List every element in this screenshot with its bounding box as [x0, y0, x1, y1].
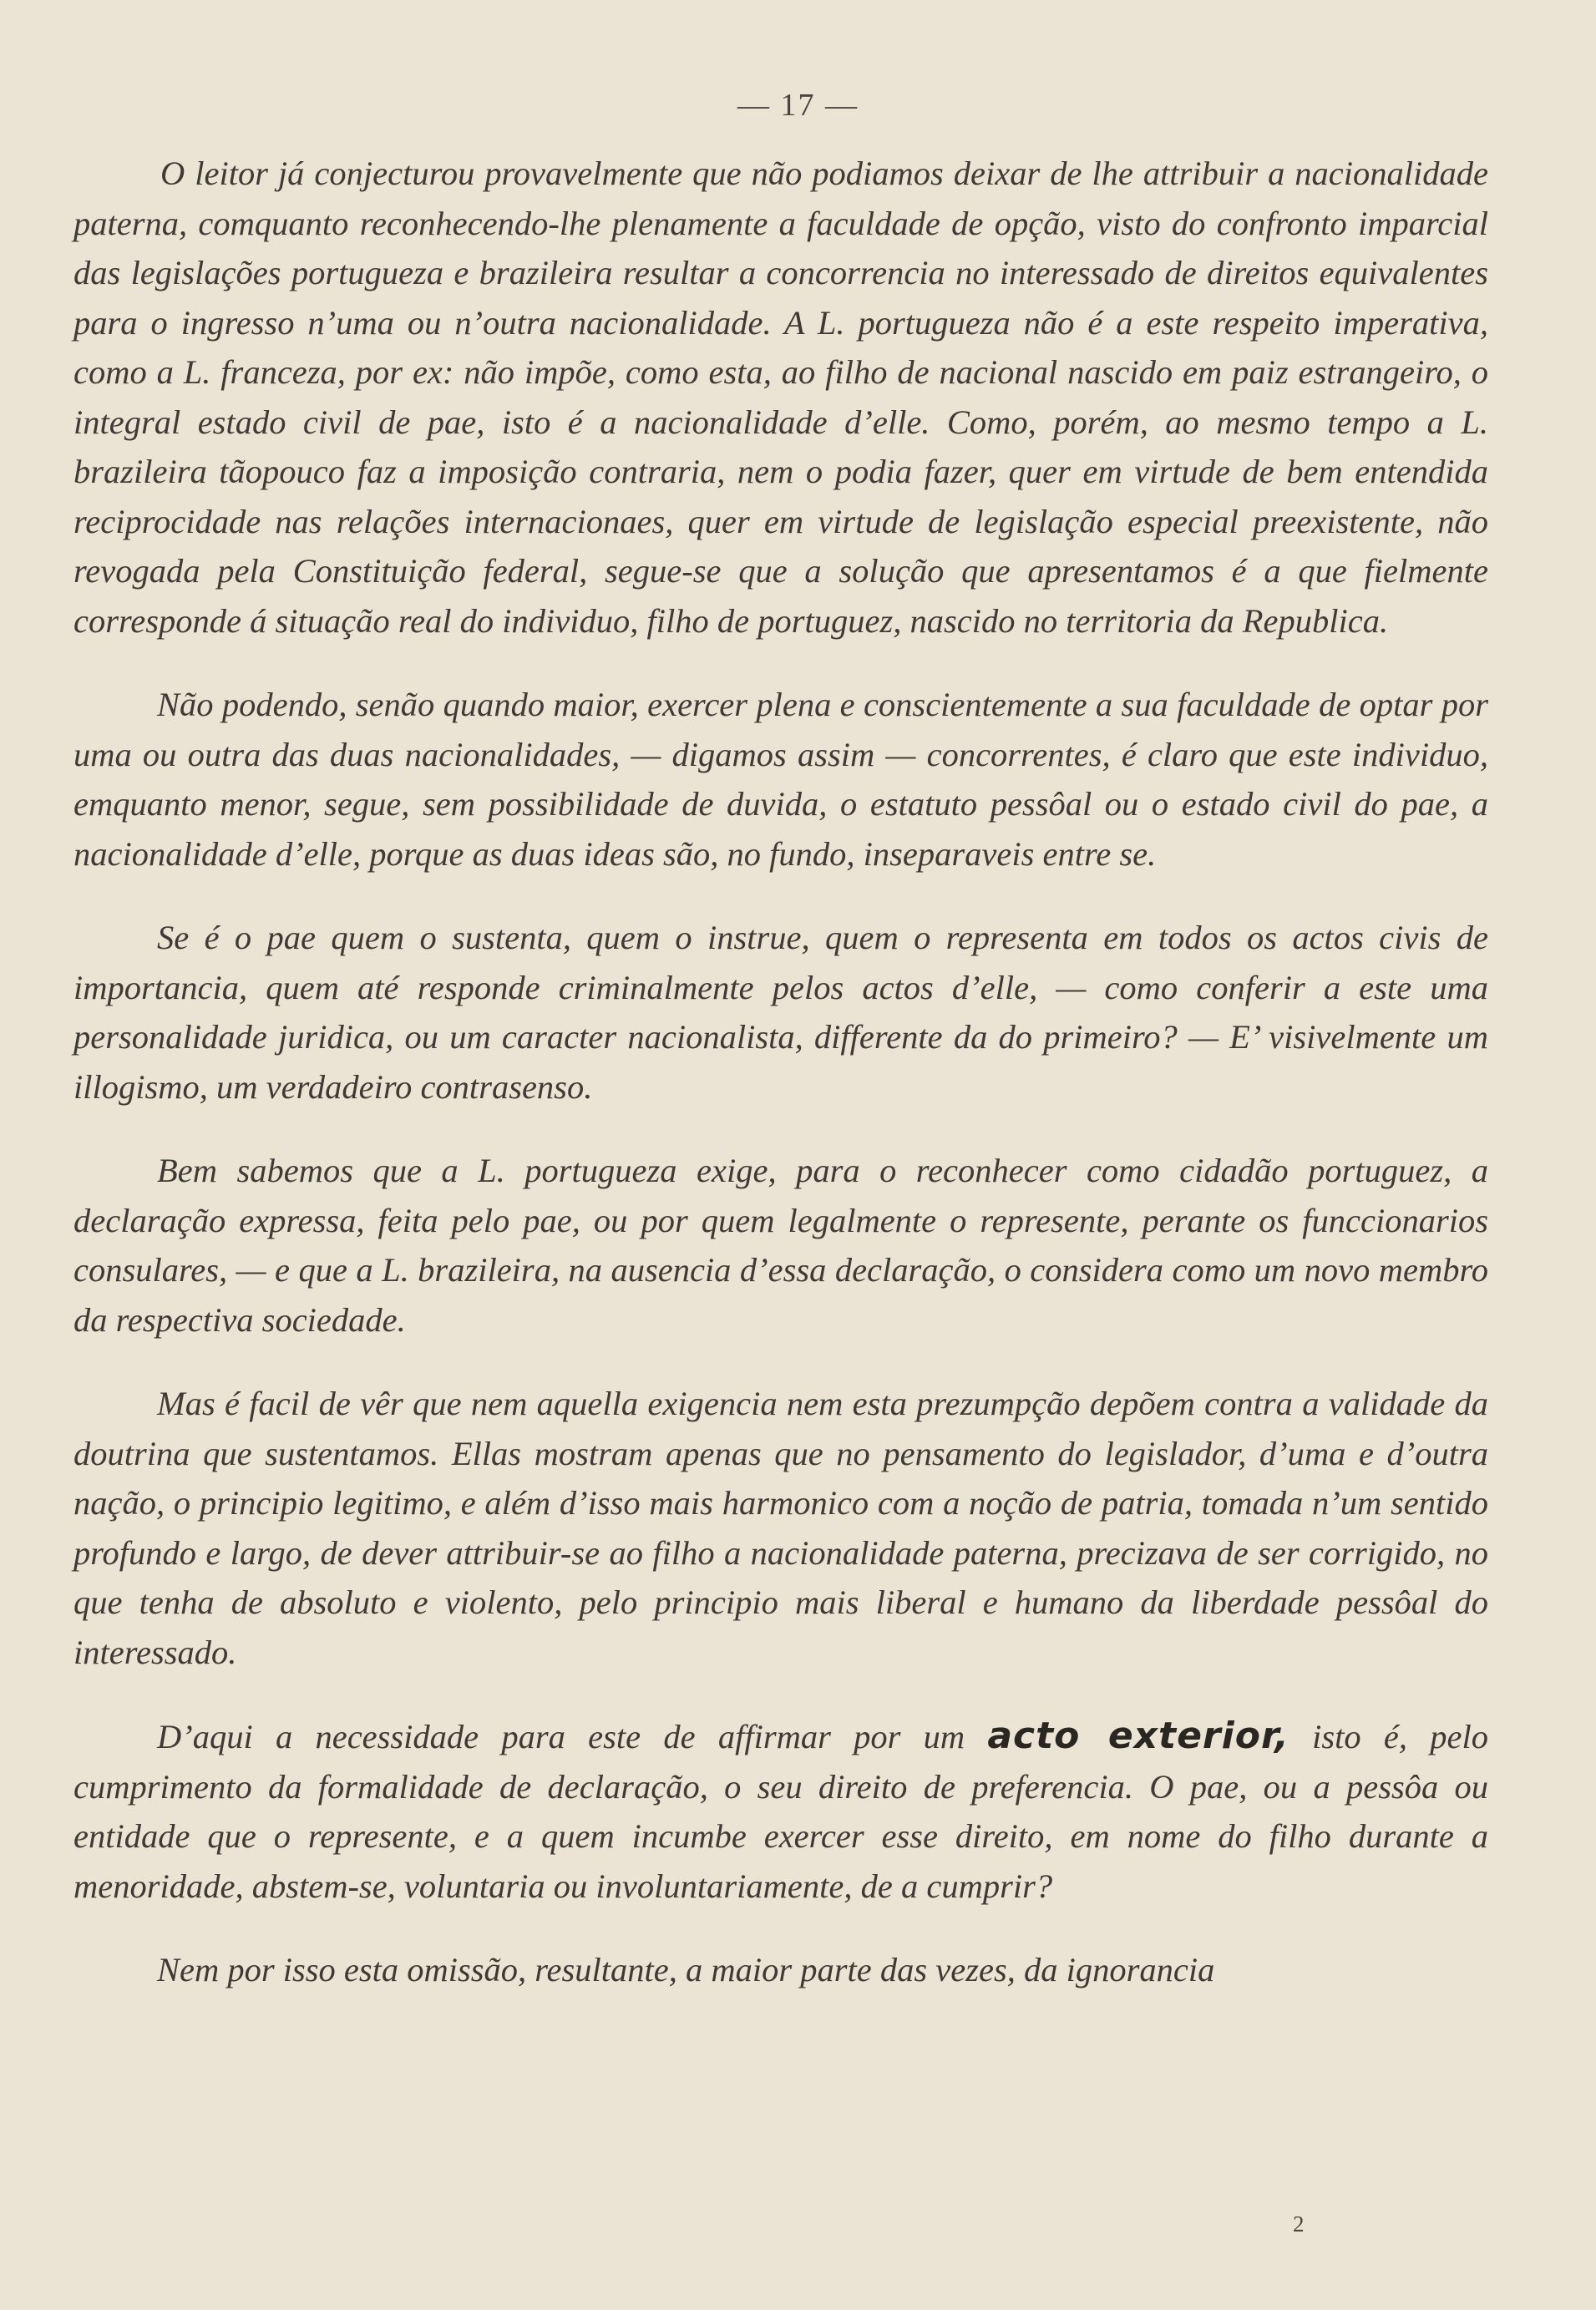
- body-text: [73, 149, 1488, 1995]
- paragraph-1: O leitor já conjecturou provavelmente que não podiamos deixar de lhe attribuir a nacionalidade paterna, comquanto reconhecendo-lhe plenamente a faculdade de opção, visto do confronto imparcial das legislações portugueza e brazileira resultar a concorrencia no interessado de direitos equivalentes para o ingresso n’uma ou n’outra nacionalidade. A L. portugueza não é a este respeito imperativa, como a L. franceza, por ex: não impõe, como esta, ao filho de nacional nascido em paiz estrangeiro, o integral estado civil de pae, isto é a nacionalidade d’elle. Como, porém, ao mesmo tempo a L. brazileira tãopouco faz a imposição contraria, nem o podia fazer, quer em virtude de bem entendida reciprocidade nas relações internacionaes, quer em virtude de legislação especial preexistente, não revogada pela Constituição federal, segue-se que a solução que apresentamos é a que fielmente corresponde á situação real do individuo, filho de portuguez, nascido no territoria da Republica.: [73, 155, 1488, 640]
- page-number: — 17 —: [737, 88, 859, 123]
- paragraph-6: [73, 1711, 1488, 1911]
- paragraph-2: Não podendo, senão quando maior, exercer plena e conscientemente a sua faculdade de optar por uma ou outra das duas nacionalidades, — digamos assim — concorrentes, é claro que este individuo, emquanto menor, segue, sem possibilidade de duvida, o estatuto pessôal ou o estado civil do pae, a nacionalidade d’elle, porque as duas ideas são, no fundo, inseparaveis entre se.: [73, 686, 1488, 873]
- paragraph-3: Se é o pae quem o sustenta, quem o instrue, quem o representa em todos os actos civis de importancia, quem até responde criminalmente pelos actos d’elle, — como conferir a este uma personalidade juridica, ou um caracter nacionalista, differente da do primeiro? — E’ visivelmente um illogismo, um verdadeiro contrasenso.: [73, 919, 1488, 1106]
- paragraph-7: Nem por isso esta omissão, resultante, a maior parte das vezes, da ignorancia: [157, 1951, 1215, 1988]
- paragraph-6-after: isto é, pelo cumprimento da formalidade de declaração, o seu direito de preferencia. O pae, ou a pessôa ou entidade que o represente, e a quem incumbe exercer esse direito, em nome do filho durante a menoridade, abstem-se, voluntaria ou involuntariamente, de a cumprir?: [73, 1718, 1488, 1905]
- paragraph-5: Mas é facil de vêr que nem aquella exigencia nem esta prezumpção depõem contra a validade da doutrina que sustentamos. Ellas mostram apenas que no pensamento do legislador, d’uma e d’outra nação, o principio legitimo, e além d’isso mais harmonico com a noção de patria, tomada n’um sentido profundo e largo, de dever attribuir-se ao filho a nacionalidade paterna, precizava de ser corrigido, no que tenha de absoluto e violento, pelo principio mais liberal e humano da liberdade pessôal do interessado.: [73, 1385, 1488, 1671]
- signature-mark: 2: [1293, 2211, 1305, 2237]
- emphasized-phrase: acto exterior,: [987, 1715, 1289, 1757]
- paragraph-6-before: D’aqui a necessidade para este de affirmar por um: [157, 1718, 988, 1755]
- paragraph-4: Bem sabemos que a L. portugueza exige, para o reconhecer como cidadão portuguez, a declaração expressa, feita pelo pae, ou por quem legalmente o represente, perante os funccionarios consulares, — e que a L. brazileira, na ausencia d’essa declaração, o considera como um novo membro da respectiva sociedade.: [73, 1152, 1488, 1339]
